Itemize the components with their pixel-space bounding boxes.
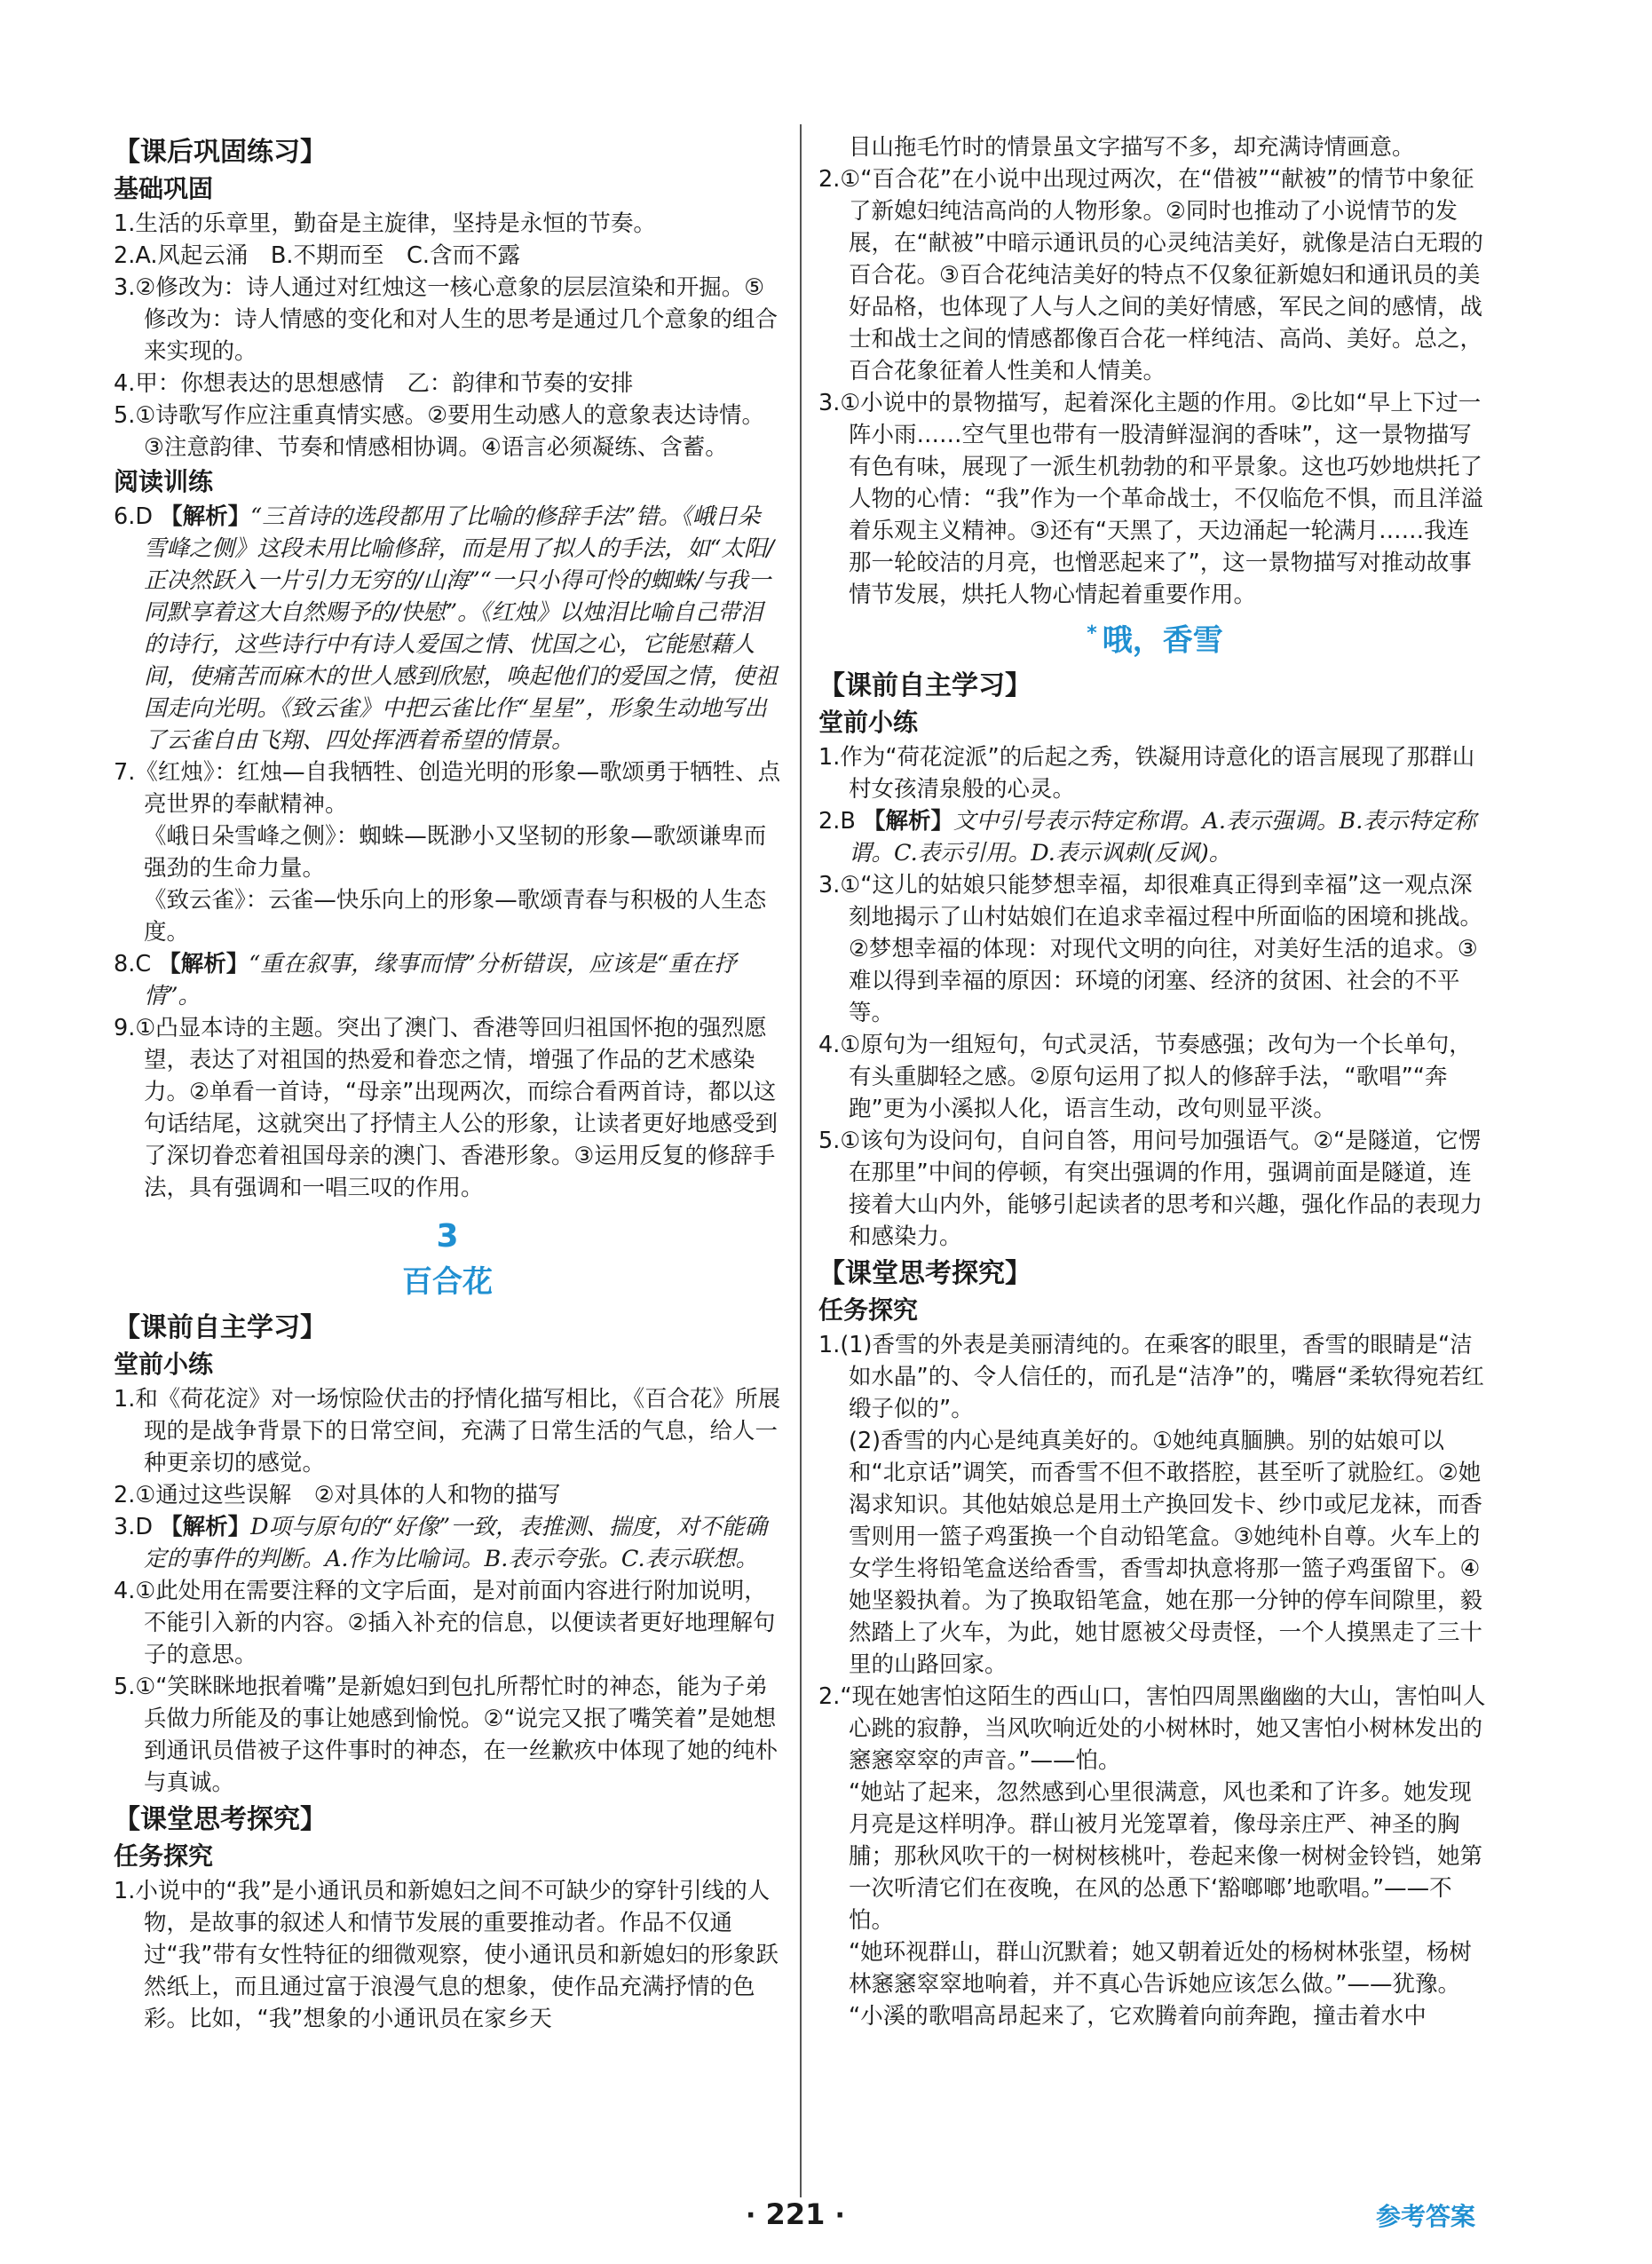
analysis-text: D项与原句的“好像”一致，表推测、揣度，对不能确定的事件的判断。A.作为比喻词。B.表示夸张。C.表示联想。 xyxy=(144,1514,768,1572)
answer-item: 1.和《荷花淀》对一场惊险伏击的抒情化描写相比，《百合花》所展现的是战争背景下的日常空间，充满了日常生活的气息，给人一种更亲切的感觉。 xyxy=(114,1386,781,1476)
answer-continuation: “她站了起来，忽然感到心里很满意，风也柔和了许多。她发现月亮是这样明净。群山被月光笼罩着，像母亲庄严、神圣的胸脯；那秋风吹干的一树树核桃叶，卷起来像一树树金铃铛，她第一次听清它们在夜晚，在风的怂恿下‘豁啷啷’地歌唱。”——不怕。 xyxy=(849,1779,1483,1935)
subsection-heading: 任务探究 xyxy=(818,1295,919,1326)
analysis-text: “三首诗的选段都用了比喻的修辞手法”错。《峨日朵雪峰之侧》这段未用比喻修辞，而是用了拟人的手法，如“太阳/正决然跃入一片引力无穷的/山海”“一只小得可怜的蜘蛛/与我一同默享着这大自然赐予的/快慰”。《红烛》以烛泪比喻自己带泪的诗行，这些诗行中有诗人爱国之情、忧国之心，它能慰藉人间，使痛苦而麻木的世人感到欣慰，唤起他们的爱国之情，使祖国走向光明。《致云雀》中把云雀比作“星星”，形象生动地写出了云雀自由飞翔、四处挥洒着希望的情景。 xyxy=(144,503,779,754)
answer-item: 4.①原句为一组短句，句式灵活，节奏感强；改句为一个长单句，有头重脚轻之感。②原句运用了拟人的修辞手法，“歌唱”“奔跑”更为小溪拟人化，语言生动，改句则显平淡。 xyxy=(818,1032,1472,1123)
left-column xyxy=(114,131,781,2035)
subsection-heading: 堂前小练 xyxy=(818,708,919,738)
subsection-heading: 堂前小练 xyxy=(114,1350,214,1379)
answer-item xyxy=(818,805,1491,869)
right-column xyxy=(818,131,1491,2032)
answer-number: 8.C xyxy=(114,951,152,978)
answer-item: 9.①凸显本诗的主题。突出了澳门、香港等回归祖国怀抱的强烈愿望，表达了对祖国的热爱和眷恋之情，增强了作品的艺术感染力。②单看一首诗，“母亲”出现两次，而综合看两首诗，都以这句话结尾，这就突出了抒情主人公的形象，让读者更好地感受到了深切眷恋着祖国母亲的澳门、香港形象。③运用反复的修辞手法，具有强调和一唱三叹的作用。 xyxy=(114,1015,779,1201)
bullet-dot-icon: · xyxy=(834,2200,845,2231)
footer-label: 参考答案 xyxy=(1376,2202,1476,2231)
answer-item: 5.①该句为设问句，自问自答，用问号加强语气。②“是隧道，它愣在那里”中间的停顿，有突出强调的作用，强调前面是隧道，连接着大山内外，能够引起读者的思考和兴趣，强化作品的表现力和感染力。 xyxy=(818,1128,1483,1251)
section-heading: 【课前自主学习】 xyxy=(114,1312,327,1343)
answer-item: 3.①“这儿的姑娘只能梦想幸福，却很难真正得到幸福”这一观点深刻地揭示了山村姑娘们在追求幸福过程中所面临的困境和挑战。②梦想幸福的体现：对现代文明的向往，对美好生活的追求。③难以得到幸福的原因：环境的闭塞、经济的贫困、社会的不平等。 xyxy=(818,872,1483,1027)
analysis-text: 文中引号表示特定称谓。A.表示强调。B.表示特定称谓。C.表示引用。D.表示讽刺(反讽)。 xyxy=(849,808,1476,867)
answer-item: 2.①通过这些误解 ②对具体的人和物的描写 xyxy=(114,1482,561,1508)
section-heading: 【课堂思考探究】 xyxy=(818,1258,1032,1290)
subsection-heading: 任务探究 xyxy=(114,1841,214,1871)
bullet-dot-icon: · xyxy=(746,2200,756,2231)
answer-continuation: (2)香雪的内心是纯真美好的。①她纯真腼腆。别的姑娘可以和“北京话”调笑，而香雪不但不敢搭腔，甚至听了就脸红。②她渴求知识。其他姑娘总是用土产换回发卡、纱巾或尼龙袜，而香雪则用一篮子鸡蛋换一个自动铅笔盒。③她纯朴自尊。火车上的女学生将铅笔盒送给香雪，香雪却执意将那一篮子鸡蛋留下。④她坚毅执着。为了换取铅笔盒，她在那一分钟的停车间隙里，毅然踏上了火车，为此，她甘愿被父母责怪，一个人摸黑走了三十里的山路回家。 xyxy=(849,1428,1483,1679)
lesson-title xyxy=(818,611,1491,663)
answer-item: 3.①小说中的景物描写，起着深化主题的作用。②比如“早上下过一阵小雨……空气里也带有一股清鲜湿润的香味”，这一景物描写有色有味，展现了一派生机勃勃的和平景象。这也巧妙地烘托了人物的心情：“我”作为一个革命战士，不仅临危不惧，而且洋溢着乐观主义精神。③还有“天黑了，天边涌起一轮满月……我连那一轮皎洁的月亮，也憎恶起来了”，这一景物描写对推动故事情节发展，烘托人物心情起着重要作用。 xyxy=(818,390,1483,608)
answer-item xyxy=(114,501,781,756)
answer-continuation: “小溪的歌唱高昂起来了，它欢腾着向前奔跑，撞击着水中 xyxy=(849,2003,1427,2030)
analysis-tag: 【解析】 xyxy=(160,503,251,530)
lesson-title: 百合花 xyxy=(402,1264,493,1300)
answer-item: 7.《红烛》：红烛—自我牺牲、创造光明的形象—歌颂勇于牺牲、点亮世界的奉献精神。 xyxy=(114,759,781,818)
answer-item xyxy=(114,1511,781,1575)
answer-item: 2.A.风起云涌 B.不期而至 C.含而不露 xyxy=(114,242,520,269)
section-heading: 【课后巩固练习】 xyxy=(114,137,327,168)
analysis-tag: 【解析】 xyxy=(160,1514,251,1540)
subsection-heading: 阅读训练 xyxy=(114,467,214,496)
analysis-text: “重在叙事，缘事而情”分析错误，应该是“重在抒情”。 xyxy=(144,951,737,1009)
section-heading: 【课堂思考探究】 xyxy=(114,1804,327,1835)
answer-number: 6.D xyxy=(114,503,153,530)
answer-number: 3.D xyxy=(114,1514,153,1540)
page-number: · 221 · xyxy=(746,2197,845,2231)
answer-item: 2.①“百合花”在小说中出现过两次，在“借被”“献被”的情节中象征了新媳妇纯洁高尚的人物形象。②同时也推动了小说情节的发展，在“献被”中暗示通讯员的心灵纯洁美好，就像是洁白无瑕的百合花。③百合花纯洁美好的特点不仅象征新媳妇和通讯员的美好品格，也体现了人与人之间的美好情感，军民之间的感情，战士和战士之间的情感都像百合花一样纯洁、高尚、美好。总之，百合花象征着人性美和人情美。 xyxy=(818,166,1483,384)
analysis-tag: 【解析】 xyxy=(862,808,953,835)
answer-item: 1.(1)香雪的外表是美丽清纯的。在乘客的眼里，香雪的眼睛是“洁如水晶”的、令人信任的，而孔是“洁净”的，嘴唇“柔软得宛若红缎子似的”。 xyxy=(818,1332,1484,1423)
column-divider xyxy=(800,124,802,2197)
answer-item: 4.甲：你想表达的思想感情 乙：韵律和节奏的安排 xyxy=(114,370,634,397)
lesson-title-text: 哦，香雪 xyxy=(1102,622,1223,659)
answer-continuation: 目山拖毛竹时的情景虽文字描写不多，却充满诗情画意。 xyxy=(849,134,1415,161)
optional-star-mark: * xyxy=(1087,622,1097,645)
answer-item: 1.小说中的“我”是小通讯员和新媳妇之间不可缺少的穿针引线的人物，是故事的叙述人和情节发展的重要推动者。作品不仅通过“我”带有女性特征的细微观察，使小通讯员和新媳妇的形象跃然纸上，而且通过富于浪漫气息的想象，使作品充满抒情的色彩。比如，“我”想象的小通讯员在家乡天 xyxy=(114,1878,779,2032)
answer-item: 2.“现在她害怕这陌生的西山口，害怕四周黑幽幽的大山，害怕叫人心跳的寂静，当风吹响近处的小树林时，她又害怕小树林发出的窸窸窣窣的声音。”——怕。 xyxy=(818,1683,1486,1775)
answer-item: 1.作为“荷花淀派”的后起之秀，铁凝用诗意化的语言展现了那群山村女孩清泉般的心灵。 xyxy=(818,744,1475,803)
subsection-heading: 基础巩固 xyxy=(114,174,214,203)
answer-item: 5.①“笑眯眯地抿着嘴”是新媳妇到包扎所帮忙时的神态，能为子弟兵做力所能及的事让她感到愉悦。②“说完又抿了嘴笑着”是她想到通讯员借被子这件事时的神态，在一丝歉疚中体现了她的纯朴与真诚。 xyxy=(114,1674,779,1796)
answer-number: 2.B xyxy=(818,808,856,835)
lesson-number: 3 xyxy=(436,1218,459,1255)
answer-item xyxy=(114,948,781,1012)
answer-item: 1.生活的乐章里，勤奋是主旋律，坚持是永恒的节奏。 xyxy=(114,210,656,237)
answer-continuation: “她环视群山，群山沉默着；她又朝着近处的杨树林张望，杨树林窸窸窣窣地响着，并不真心告诉她应该怎么做。”——犹豫。 xyxy=(849,1939,1472,1999)
analysis-tag: 【解析】 xyxy=(158,951,249,978)
answer-item: 5.①诗歌写作应注重真情实感。②要用生动感人的意象表达诗情。③注意韵律、节奏和情感相协调。④语言必须凝练、含蓄。 xyxy=(114,402,765,461)
answer-continuation: 《致云雀》：云雀—快乐向上的形象—歌颂青春与积极的人生态度。 xyxy=(144,887,767,946)
section-heading: 【课前自主学习】 xyxy=(818,670,1032,702)
answer-continuation: 《峨日朵雪峰之侧》：蜘蛛—既渺小又坚韧的形象—歌颂谦卑而强劲的生命力量。 xyxy=(144,823,767,882)
answer-item: 3.②修改为：诗人通过对红烛这一核心意象的层层渲染和开掘。⑤修改为：诗人情感的变化和对人生的思考是通过几个意象的组合来实现的。 xyxy=(114,274,779,365)
answer-item: 4.①此处用在需要注释的文字后面，是对前面内容进行附加说明，不能引入新的内容。②插入补充的信息，以便读者更好地理解句子的意思。 xyxy=(114,1578,776,1668)
